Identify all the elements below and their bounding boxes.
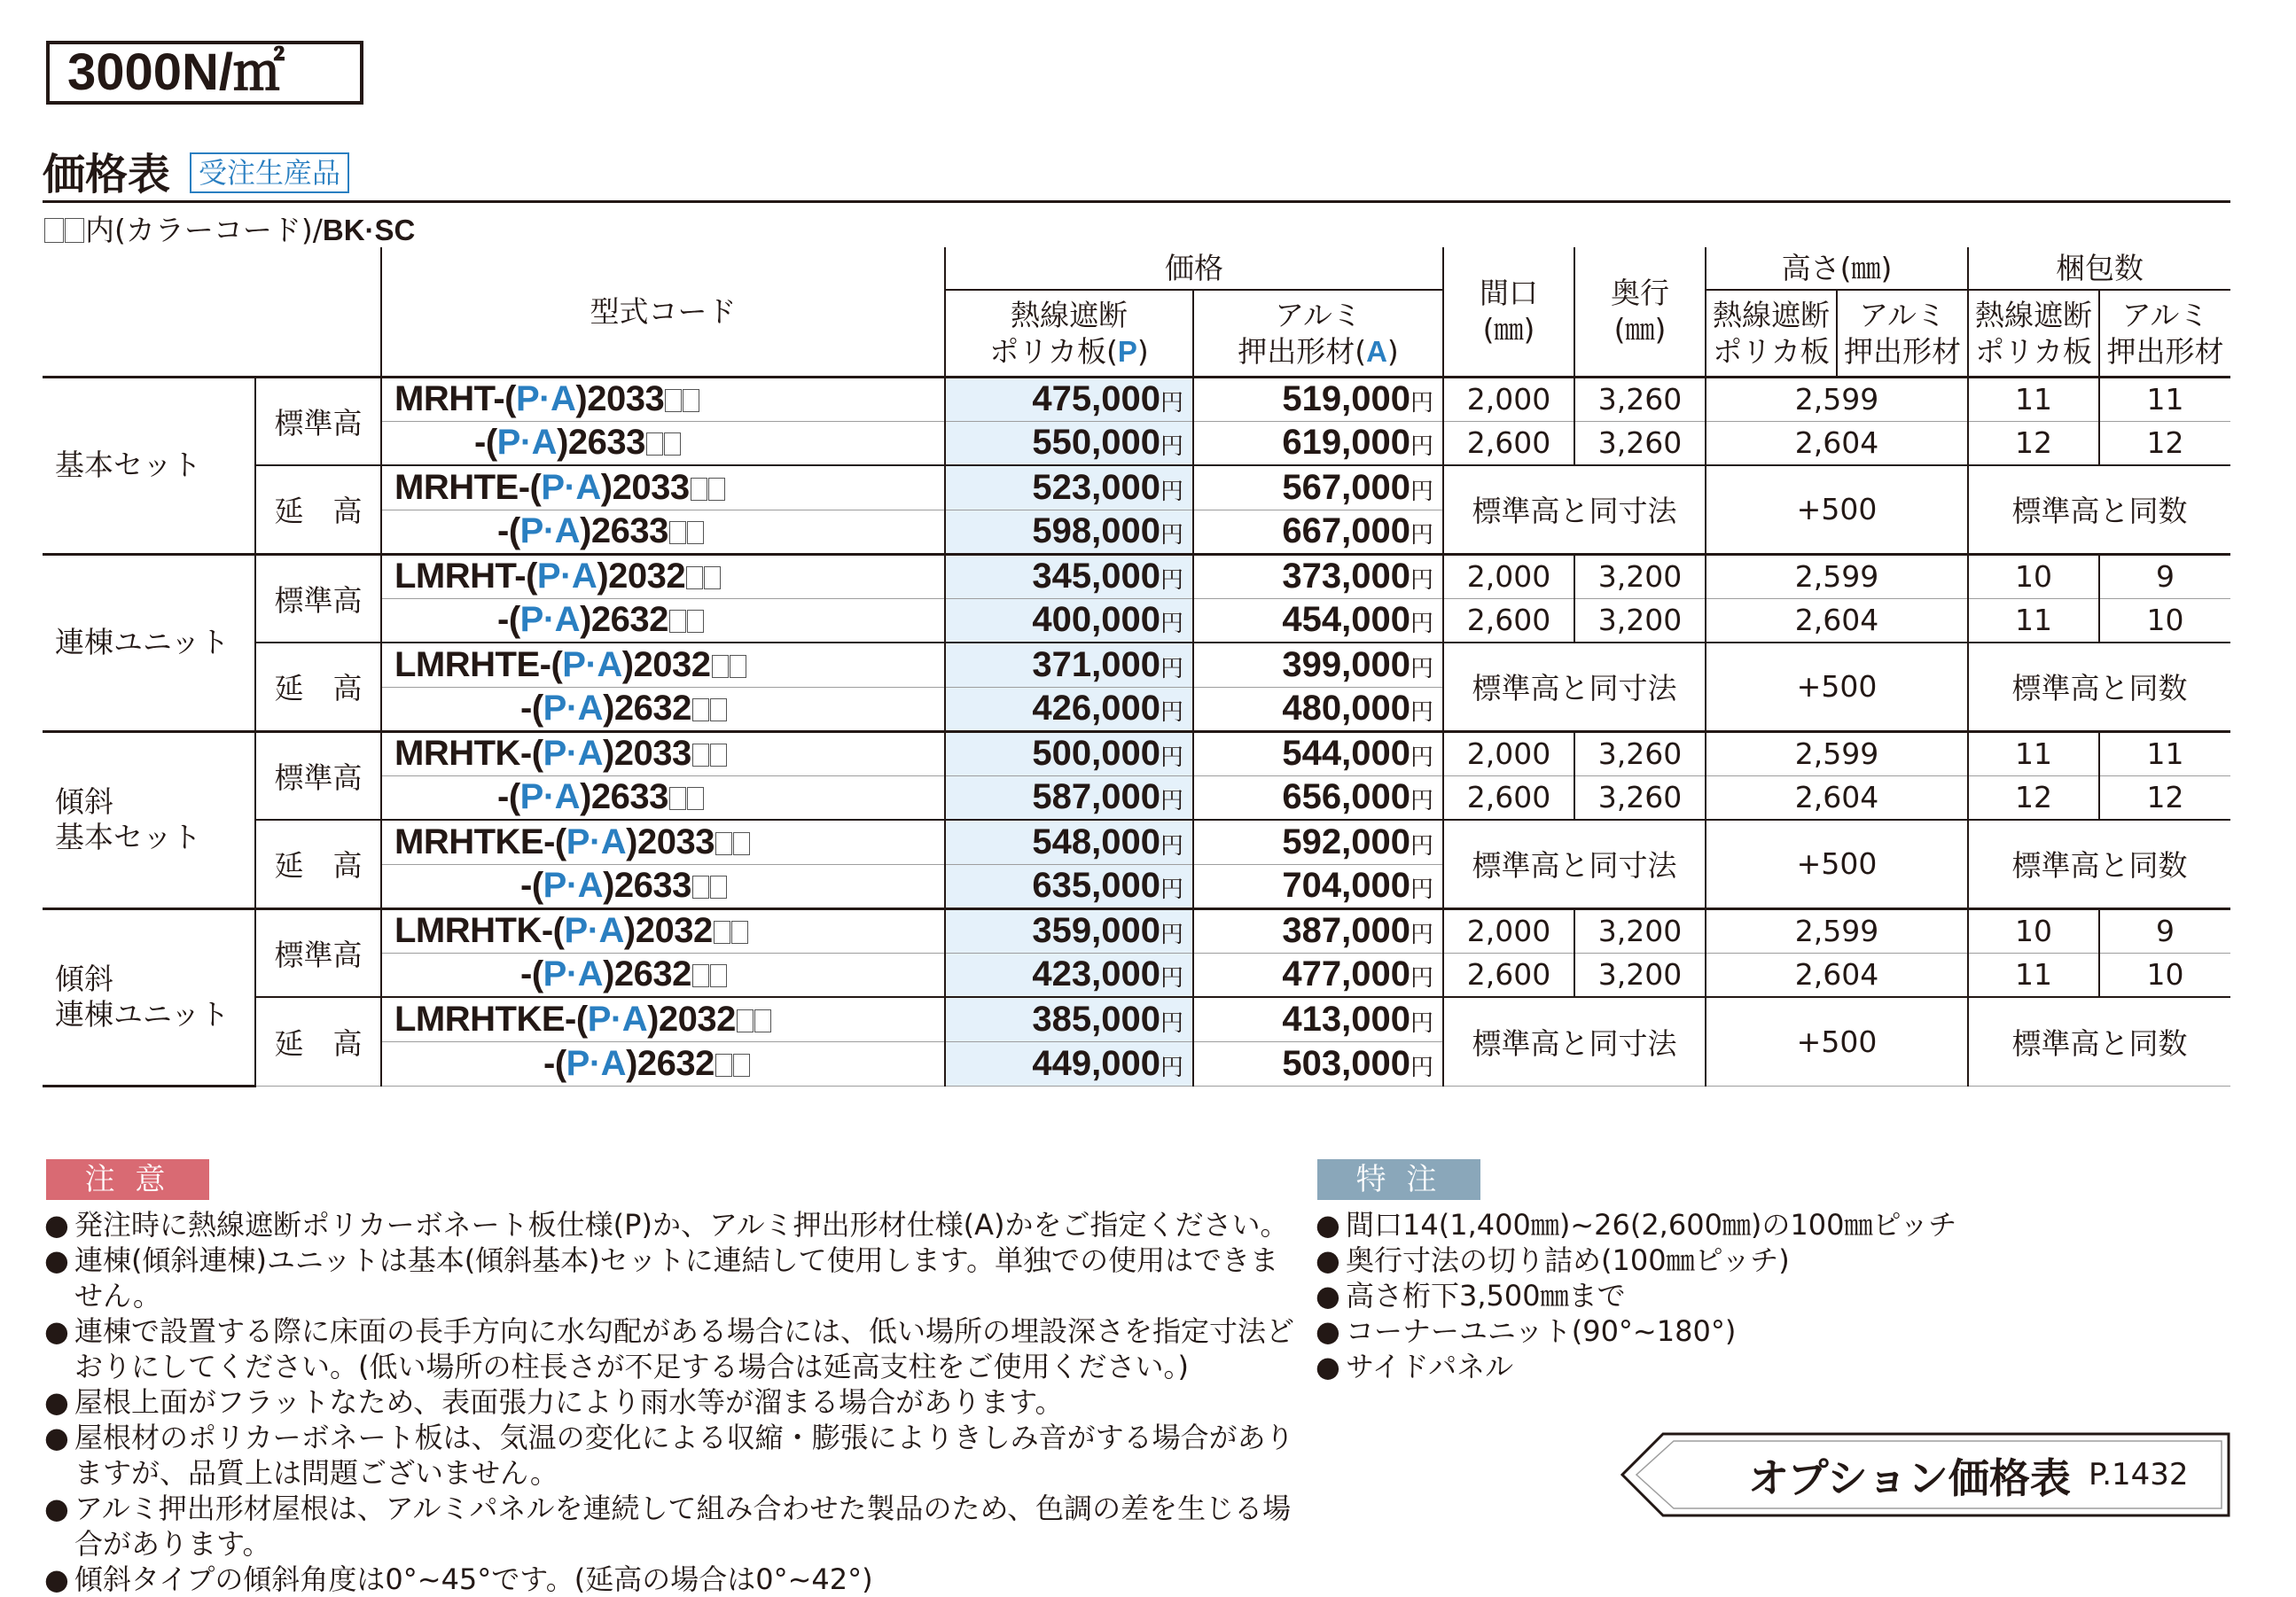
color-code-box-icon: [730, 655, 746, 678]
category-cell: 連棟ユニット: [43, 554, 255, 731]
category-cell: 基本セット: [43, 377, 255, 554]
header-pack-polycarbonate: 熱線遮断 ポリカ板: [1968, 290, 2099, 377]
header-width: 間口 (㎜): [1443, 247, 1574, 377]
note-item: ● 傾斜タイプの傾斜角度は0°~45°です。(延高の場合は0°~42°): [44, 1562, 873, 1596]
same-pack-note: 標準高と同数: [1968, 465, 2230, 554]
price-polycarbonate: 400,000円: [945, 598, 1193, 643]
price-aluminum: 480,000円: [1193, 687, 1443, 731]
height-type-cell: 延 高: [255, 820, 381, 908]
depth-value: 3,260: [1574, 775, 1706, 820]
color-code-box-icon: [733, 832, 750, 855]
bullet-icon: ●: [1316, 1208, 1340, 1242]
color-code-box-icon: [715, 832, 732, 855]
color-code-box-icon: [710, 964, 727, 987]
pack-polycarbonate: 12: [1968, 775, 2099, 820]
width-value: 2,000: [1443, 554, 1574, 598]
note-item: ● 奥行寸法の切り詰め(100㎜ピッチ): [1316, 1243, 1790, 1277]
price-aluminum: 399,000円: [1193, 643, 1443, 687]
model-code: LMRHTKE-(P·A)2032: [381, 997, 945, 1041]
price-aluminum: 503,000円: [1193, 1041, 1443, 1086]
extra-height: +500: [1706, 465, 1968, 554]
price-polycarbonate: 371,000円: [945, 643, 1193, 687]
price-polycarbonate: 475,000円: [945, 377, 1193, 421]
model-code: -(P·A)2632: [381, 687, 945, 731]
width-value: 2,600: [1443, 775, 1574, 820]
bullet-icon: ●: [44, 1421, 69, 1454]
color-code-box-icon: [687, 610, 704, 633]
price-aluminum: 656,000円: [1193, 775, 1443, 820]
width-value: 2,600: [1443, 598, 1574, 643]
height-type-cell: 標準高: [255, 554, 381, 643]
depth-value: 3,260: [1574, 421, 1706, 465]
price-polycarbonate: 523,000円: [945, 465, 1193, 510]
color-code-box-icon: [710, 744, 727, 767]
category-cell: 傾斜 連棟ユニット: [43, 908, 255, 1086]
model-code: LMRHTK-(P·A)2032: [381, 908, 945, 953]
header-height-aluminum: アルミ 押出形材: [1837, 290, 1968, 377]
pack-polycarbonate: 10: [1968, 908, 2099, 953]
model-code: -(P·A)2632: [381, 1041, 945, 1086]
color-box-icon: [65, 218, 84, 243]
pack-polycarbonate: 10: [1968, 554, 2099, 598]
price-aluminum: 544,000円: [1193, 731, 1443, 775]
height-value: 2,604: [1706, 598, 1968, 643]
bullet-icon: ●: [44, 1492, 69, 1525]
width-value: 2,000: [1443, 908, 1574, 953]
price-polycarbonate: 359,000円: [945, 908, 1193, 953]
model-code: -(P·A)2633: [381, 421, 945, 465]
color-code-box-icon: [704, 566, 721, 589]
height-type-cell: 標準高: [255, 908, 381, 997]
price-polycarbonate: 550,000円: [945, 421, 1193, 465]
price-polycarbonate: 385,000円: [945, 997, 1193, 1041]
load-rating-box: [46, 41, 363, 105]
depth-value: 3,260: [1574, 377, 1706, 421]
note-item: ● 屋根材のポリカーボネート板は、気温の変化による収縮・膨張によりきしみ音がする場合がありますが、品質上は問題ございません。: [44, 1421, 1294, 1490]
price-aluminum: 704,000円: [1193, 864, 1443, 908]
bullet-icon: ●: [1316, 1243, 1340, 1277]
model-code: MRHT-(P·A)2033: [381, 377, 945, 421]
color-code-box-icon: [646, 432, 663, 456]
height-value: 2,599: [1706, 554, 1968, 598]
depth-value: 3,200: [1574, 953, 1706, 997]
bullet-icon: ●: [44, 1243, 69, 1277]
height-value: 2,599: [1706, 731, 1968, 775]
width-value: 2,600: [1443, 953, 1574, 997]
height-type-cell: 標準高: [255, 377, 381, 465]
header-height: 高さ(㎜): [1706, 247, 1968, 290]
note-item: ● サイドパネル: [1316, 1350, 1514, 1383]
color-code-box-icon: [710, 876, 727, 899]
header-price-polycarbonate: 熱線遮断 ポリカ板(P): [945, 290, 1193, 377]
header-blank: [43, 247, 381, 377]
color-code-box-icon: [708, 478, 725, 501]
height-value: 2,599: [1706, 908, 1968, 953]
price-aluminum: 387,000円: [1193, 908, 1443, 953]
pack-aluminum: 10: [2099, 953, 2230, 997]
extra-height: +500: [1706, 643, 1968, 731]
table-row: [43, 908, 2230, 953]
caution-list: [44, 1207, 1303, 1597]
pack-aluminum: 10: [2099, 598, 2230, 643]
pack-polycarbonate: 12: [1968, 421, 2099, 465]
model-code: MRHTK-(P·A)2033: [381, 731, 945, 775]
option-price-title: オプション価格表: [1748, 1454, 2071, 1502]
header-pack-aluminum: アルミ 押出形材: [2099, 290, 2230, 377]
table-row: [43, 820, 2230, 864]
price-aluminum: 413,000円: [1193, 997, 1443, 1041]
height-value: 2,604: [1706, 953, 1968, 997]
price-polycarbonate: 449,000円: [945, 1041, 1193, 1086]
option-price-page: P.1432: [2089, 1457, 2189, 1492]
price-aluminum: 567,000円: [1193, 465, 1443, 510]
height-value: 2,604: [1706, 421, 1968, 465]
same-pack-note: 標準高と同数: [1968, 643, 2230, 731]
color-code-box-icon: [692, 876, 709, 899]
table-row: [43, 643, 2230, 687]
price-table-body: [43, 377, 2230, 1086]
color-code-box-icon: [715, 1054, 732, 1077]
color-code-box-icon: [691, 478, 707, 501]
header-pack: 梱包数: [1968, 247, 2230, 290]
same-pack-note: 標準高と同数: [1968, 997, 2230, 1086]
bullet-icon: ●: [1316, 1279, 1340, 1313]
width-value: 2,000: [1443, 731, 1574, 775]
bullet-icon: ●: [44, 1562, 69, 1596]
note-item: ● アルミ押出形材屋根は、アルミパネルを連続して組み合わせた製品のため、色調の差を生じる場合があります。: [44, 1492, 1292, 1561]
note-item: ● 連棟で設置する際に床面の長手方向に水勾配がある場合には、低い場所の埋設深さを指定寸法どおりにしてください。(低い場所の柱長さが不足する場合は延高支柱をご使用ください。): [44, 1314, 1295, 1383]
extra-height: +500: [1706, 820, 1968, 908]
price-polycarbonate: 587,000円: [945, 775, 1193, 820]
header-price-aluminum: アルミ 押出形材(A): [1193, 290, 1443, 377]
model-code: LMRHT-(P·A)2032: [381, 554, 945, 598]
table-row: [43, 465, 2230, 510]
price-aluminum: 454,000円: [1193, 598, 1443, 643]
price-aluminum: 592,000円: [1193, 820, 1443, 864]
price-polycarbonate: 423,000円: [945, 953, 1193, 997]
caution-label: 注 意: [46, 1159, 209, 1200]
color-code-box-icon: [733, 1054, 750, 1077]
color-code-box-icon: [692, 964, 709, 987]
color-code-box-icon: [731, 921, 748, 944]
color-box-icon: [44, 218, 64, 243]
color-code-box-icon: [669, 521, 686, 544]
table-row: [43, 731, 2230, 775]
pack-aluminum: 9: [2099, 908, 2230, 953]
color-code-note: 内(カラーコード)/BK·SC: [44, 207, 415, 249]
color-code-box-icon: [669, 787, 686, 810]
price-aluminum: 477,000円: [1193, 953, 1443, 997]
pack-polycarbonate: 11: [1968, 377, 2099, 421]
depth-value: 3,200: [1574, 598, 1706, 643]
width-value: 2,600: [1443, 421, 1574, 465]
pack-polycarbonate: 11: [1968, 953, 2099, 997]
note-item: ● 高さ桁下3,500㎜まで: [1316, 1279, 1626, 1313]
top-divider: [43, 200, 2230, 203]
price-aluminum: 373,000円: [1193, 554, 1443, 598]
same-dimension-note: 標準高と同寸法: [1443, 465, 1706, 554]
note-item: ● 連棟(傾斜連棟)ユニットは基本(傾斜基本)セットに連結して使用します。単独での使用はできません。: [44, 1243, 1279, 1313]
model-code: -(P·A)2633: [381, 864, 945, 908]
pack-aluminum: 12: [2099, 775, 2230, 820]
pack-aluminum: 9: [2099, 554, 2230, 598]
height-value: 2,599: [1706, 377, 1968, 421]
pack-polycarbonate: 11: [1968, 598, 2099, 643]
header-price: 価格: [945, 247, 1443, 290]
model-code: MRHTE-(P·A)2033: [381, 465, 945, 510]
height-type-cell: 延 高: [255, 465, 381, 554]
price-polycarbonate: 426,000円: [945, 687, 1193, 731]
same-dimension-note: 標準高と同寸法: [1443, 997, 1706, 1086]
model-code: -(P·A)2633: [381, 510, 945, 554]
made-to-order-badge: 受注生産品: [190, 152, 349, 193]
color-code-box-icon: [664, 432, 681, 456]
color-code-box-icon: [712, 655, 729, 678]
pack-aluminum: 11: [2099, 377, 2230, 421]
table-row: [43, 997, 2230, 1041]
same-dimension-note: 標準高と同寸法: [1443, 820, 1706, 908]
bullet-icon: ●: [44, 1385, 69, 1419]
same-dimension-note: 標準高と同寸法: [1443, 643, 1706, 731]
extra-height: +500: [1706, 997, 1968, 1086]
model-code: -(P·A)2633: [381, 775, 945, 820]
height-type-cell: 延 高: [255, 643, 381, 731]
depth-value: 3,200: [1574, 908, 1706, 953]
bullet-icon: ●: [1316, 1350, 1340, 1383]
header-height-polycarbonate: 熱線遮断 ポリカ板: [1706, 290, 1837, 377]
width-value: 2,000: [1443, 377, 1574, 421]
category-cell: 傾斜 基本セット: [43, 731, 255, 908]
note-item: ● 屋根上面がフラットなため、表面張力により雨水等が溜まる場合があります。: [44, 1385, 1064, 1419]
note-item: ● 発注時に熱線遮断ポリカーボネート板仕様(P)か、アルミ押出形材仕様(A)かをご指定ください。: [44, 1208, 1289, 1242]
pack-aluminum: 12: [2099, 421, 2230, 465]
bullet-icon: ●: [1316, 1314, 1340, 1348]
header-code: 型式コード: [381, 247, 945, 377]
price-polycarbonate: 500,000円: [945, 731, 1193, 775]
price-polycarbonate: 345,000円: [945, 554, 1193, 598]
height-type-cell: 標準高: [255, 731, 381, 820]
pack-aluminum: 11: [2099, 731, 2230, 775]
color-code-box-icon: [754, 1009, 771, 1032]
color-code-box-icon: [665, 389, 682, 412]
price-aluminum: 519,000円: [1193, 377, 1443, 421]
model-code: -(P·A)2632: [381, 953, 945, 997]
color-code-box-icon: [737, 1009, 754, 1032]
color-code-box-icon: [687, 787, 704, 810]
same-pack-note: 標準高と同数: [1968, 820, 2230, 908]
color-code-box-icon: [692, 744, 709, 767]
model-code: -(P·A)2632: [381, 598, 945, 643]
table-row: [43, 377, 2230, 421]
option-price-link[interactable]: [1619, 1432, 2230, 1517]
special-order-label: 特 注: [1317, 1159, 1480, 1200]
color-code-box-icon: [710, 698, 727, 721]
page-title: 価格表: [43, 150, 171, 199]
price-polycarbonate: 548,000円: [945, 820, 1193, 864]
height-value: 2,604: [1706, 775, 1968, 820]
special-order-list: [1316, 1207, 2113, 1384]
model-code: MRHTKE-(P·A)2033: [381, 820, 945, 864]
pack-polycarbonate: 11: [1968, 731, 2099, 775]
bullet-icon: ●: [44, 1208, 69, 1242]
note-item: ● 間口14(1,400㎜)~26(2,600㎜)の100㎜ピッチ: [1316, 1208, 1957, 1242]
price-aluminum: 667,000円: [1193, 510, 1443, 554]
table-row: [43, 554, 2230, 598]
color-code-box-icon: [686, 566, 703, 589]
header-depth: 奥行 (㎜): [1574, 247, 1706, 377]
depth-value: 3,260: [1574, 731, 1706, 775]
color-code-box-icon: [692, 698, 709, 721]
color-code-box-icon: [714, 921, 730, 944]
load-rating: 3000N/㎡: [67, 43, 285, 101]
depth-value: 3,200: [1574, 554, 1706, 598]
price-table: [43, 247, 2230, 1087]
price-polycarbonate: 598,000円: [945, 510, 1193, 554]
note-item: ● コーナーユニット(90°~180°): [1316, 1314, 1737, 1348]
height-type-cell: 延 高: [255, 997, 381, 1086]
color-code-box-icon: [669, 610, 686, 633]
color-code-box-icon: [683, 389, 699, 412]
price-aluminum: 619,000円: [1193, 421, 1443, 465]
bullet-icon: ●: [44, 1314, 69, 1348]
price-polycarbonate: 635,000円: [945, 864, 1193, 908]
model-code: LMRHTE-(P·A)2032: [381, 643, 945, 687]
color-code-box-icon: [687, 521, 704, 544]
